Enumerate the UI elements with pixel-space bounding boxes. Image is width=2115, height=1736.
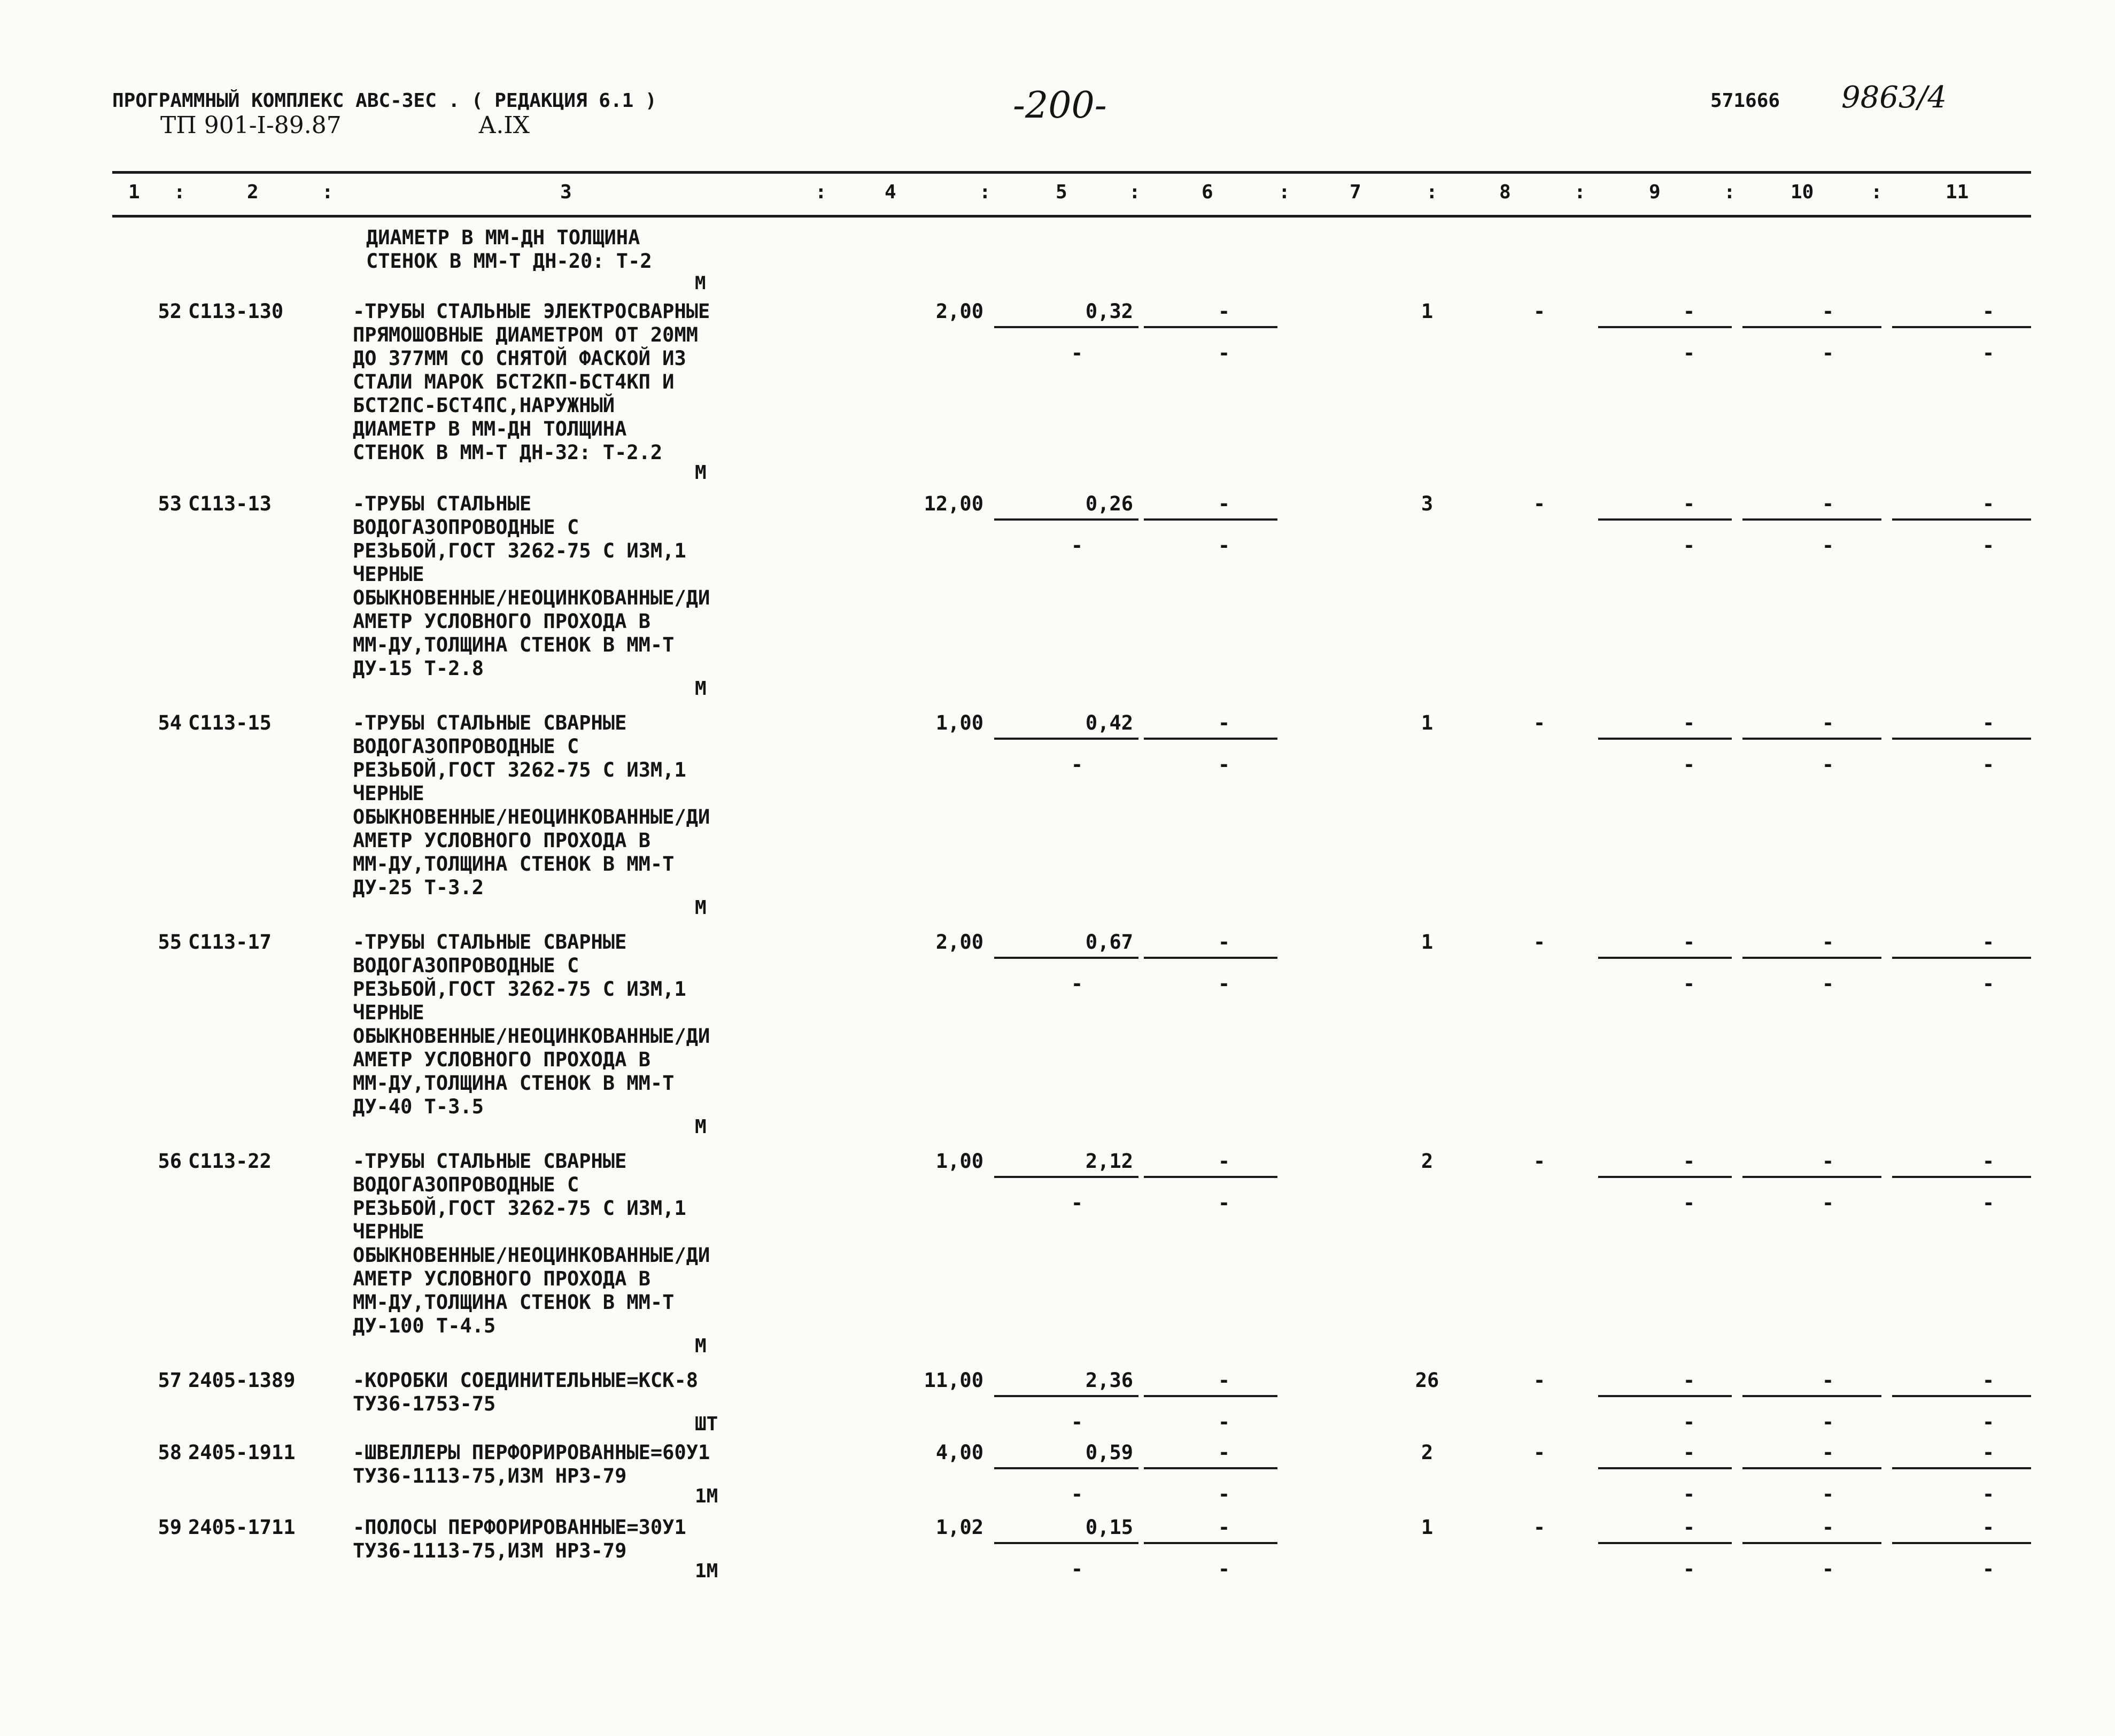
row-under-col10: - (1822, 972, 1834, 995)
col-sep: : (1279, 181, 1290, 203)
table-top-rule (112, 171, 2031, 174)
col-header-2: 2 (247, 181, 259, 203)
row-desc-line: ОБЫКНОВЕННЫЕ/НЕОЦИНКОВАННЫЕ/ДИ (353, 586, 710, 609)
row-underline-5 (994, 1467, 1138, 1469)
row-underline-10 (1742, 1467, 1881, 1469)
row-number: 54 (158, 711, 182, 734)
row-desc-line: ММ-ДУ,ТОЛЩИНА СТЕНОК В ММ-Т (353, 1072, 675, 1095)
row-desc-line: ВОДОГАЗОПРОВОДНЫЕ С (353, 516, 579, 539)
continuation-unit: М (695, 273, 706, 294)
row-number: 59 (158, 1516, 182, 1539)
row-qty: 4,00 (935, 1441, 983, 1464)
row-under-col10: - (1822, 342, 1834, 365)
row-desc-line: -ПОЛОСЫ ПЕРФОРИРОВАННЫЕ=30У1 (353, 1516, 686, 1539)
row-description (353, 1515, 834, 1562)
col-sep: : (815, 181, 827, 203)
col-sep: : (979, 181, 991, 203)
row-desc-line: АМЕТР УСЛОВНОГО ПРОХОДА В (353, 1267, 650, 1290)
row-desc-line: РЕЗЬБОЙ,ГОСТ 3262-75 С ИЗМ,1 (353, 758, 686, 781)
row-description (353, 1440, 834, 1487)
row-col11: - (1982, 931, 1995, 954)
row-description (353, 492, 834, 680)
row-under-col6: - (1218, 1483, 1230, 1506)
row-under-col6: - (1218, 753, 1230, 776)
row-desc-line: ПРЯМОШОВНЫЕ ДИАМЕТРОМ ОТ 20ММ (353, 323, 699, 346)
project-code: ТП 901-I-89.87 (160, 112, 342, 139)
row-col9: - (1683, 711, 1695, 734)
row-number: 58 (158, 1441, 182, 1464)
row-unit: М (695, 1116, 707, 1138)
row-under-col9: - (1683, 753, 1695, 776)
row-underline-5 (994, 518, 1138, 521)
row-unit: М (695, 897, 707, 919)
row-unit: 1М (695, 1485, 718, 1507)
row-desc-line: -ТРУБЫ СТАЛЬНЫЕ СВАРНЫЕ (353, 1150, 627, 1173)
row-underline-5 (994, 326, 1138, 328)
row-underline-10 (1742, 1176, 1881, 1178)
row-underline-11 (1892, 738, 2031, 740)
row-desc-line: -КОРОБКИ СОЕДИНИТЕЛЬНЫЕ=КСК-8 (353, 1369, 699, 1392)
row-code: 2405-1911 (188, 1441, 296, 1464)
row-desc-line: -ТРУБЫ СТАЛЬНЫЕ ЭЛЕКТРОСВАРНЫЕ (353, 300, 710, 323)
row-underline-11 (1892, 518, 2031, 521)
row-under-col10: - (1822, 1483, 1834, 1506)
row-under-col5: - (1071, 1410, 1083, 1433)
col-sep: : (1129, 181, 1141, 203)
row-underline-10 (1742, 738, 1881, 740)
row-desc-line: ММ-ДУ,ТОЛЩИНА СТЕНОК В ММ-Т (353, 852, 675, 875)
row-code: С113-22 (188, 1150, 272, 1173)
row-under-col9: - (1683, 1483, 1695, 1506)
row-number: 55 (158, 931, 182, 954)
row-underline-5 (994, 1176, 1138, 1178)
row-underline-9 (1598, 1176, 1732, 1178)
row-code: С113-13 (188, 492, 272, 515)
row-desc-line: ВОДОГАЗОПРОВОДНЫЕ С (353, 954, 579, 977)
row-underline-6 (1144, 1542, 1277, 1544)
row-desc-line: РЕЗЬБОЙ,ГОСТ 3262-75 С ИЗМ,1 (353, 978, 686, 1001)
row-col11: - (1982, 492, 1995, 515)
row-qty: 2,00 (935, 931, 983, 954)
row-desc-line: ДУ-15 Т-2.8 (353, 657, 484, 680)
row-desc-line: -ТРУБЫ СТАЛЬНЫЕ СВАРНЫЕ (353, 931, 627, 954)
row-col6: - (1218, 1369, 1230, 1392)
row-underline-6 (1144, 326, 1277, 328)
row-number: 56 (158, 1150, 182, 1173)
row-desc-line: АМЕТР УСЛОВНОГО ПРОХОДА В (353, 1048, 650, 1071)
row-col8: - (1533, 931, 1546, 954)
row-under-col11: - (1982, 1557, 1995, 1580)
row-code: 2405-1711 (188, 1516, 296, 1539)
col-sep: : (322, 181, 334, 203)
row-col9: - (1683, 931, 1695, 954)
row-under-col5: - (1071, 1483, 1083, 1506)
row-unit: М (695, 462, 707, 484)
row-col6: - (1218, 711, 1230, 734)
row-number: 53 (158, 492, 182, 515)
row-description (353, 711, 834, 899)
row-desc-line: РЕЗЬБОЙ,ГОСТ 3262-75 С ИЗМ,1 (353, 1197, 686, 1220)
row-qty: 1,00 (935, 1150, 983, 1173)
row-desc-line: ТУ36-1113-75,ИЗМ НР3-79 (353, 1464, 627, 1487)
row-desc-line: ДУ-100 Т-4.5 (353, 1314, 496, 1337)
row-col7: 26 (1415, 1369, 1439, 1392)
row-col7: 3 (1421, 492, 1434, 515)
col-header-9: 9 (1649, 181, 1661, 203)
row-unit: М (695, 1335, 707, 1357)
col-sep: : (1724, 181, 1736, 203)
row-desc-line: БСТ2ПС-БСТ4ПС,НАРУЖНЫЙ (353, 394, 615, 417)
row-underline-6 (1144, 1176, 1277, 1178)
row-col8: - (1533, 1441, 1546, 1464)
row-col9: - (1683, 492, 1695, 515)
row-desc-line: СТЕНОК В ММ-Т ДН-32: Т-2.2 (353, 441, 663, 464)
row-col8: - (1533, 1150, 1546, 1173)
row-desc-line: СТАЛИ МАРОК БСТ2КП-БСТ4КП И (353, 370, 675, 393)
row-underline-6 (1144, 1395, 1277, 1397)
row-price: 0,59 (1085, 1441, 1133, 1464)
row-price: 0,26 (1085, 492, 1133, 515)
row-under-col9: - (1683, 972, 1695, 995)
row-underline-9 (1598, 326, 1732, 328)
row-desc-line: ЧЕРНЫЕ (353, 1220, 424, 1243)
row-desc-line: ТУ36-1753-75 (353, 1392, 496, 1415)
row-desc-line: ММ-ДУ,ТОЛЩИНА СТЕНОК В ММ-Т (353, 1291, 675, 1314)
col-sep: : (174, 181, 185, 203)
row-unit: 1М (695, 1560, 718, 1582)
col-header-4: 4 (885, 181, 896, 203)
row-price: 0,32 (1085, 300, 1133, 323)
row-underline-5 (994, 957, 1138, 959)
row-col11: - (1982, 1150, 1995, 1173)
row-qty: 11,00 (924, 1369, 983, 1392)
row-under-col9: - (1683, 1191, 1695, 1214)
row-underline-9 (1598, 1395, 1732, 1397)
row-underline-9 (1598, 518, 1732, 521)
row-under-col5: - (1071, 1557, 1083, 1580)
program-title: ПРОГРАММНЫЙ КОМПЛЕКС АВС-3ЕС . ( РЕДАКЦИЯ 6.1 ) (112, 90, 657, 112)
row-col10: - (1822, 492, 1834, 515)
continuation-line-2: СТЕНОК В ММ-Т ДН-20: Т-2 (366, 250, 652, 273)
row-col6: - (1218, 1516, 1230, 1539)
row-underline-9 (1598, 1467, 1732, 1469)
row-under-col6: - (1218, 1557, 1230, 1580)
row-price: 0,67 (1085, 931, 1133, 954)
row-col7: 1 (1421, 711, 1434, 734)
row-col11: - (1982, 711, 1995, 734)
row-desc-line: ДУ-25 Т-3.2 (353, 876, 484, 899)
row-col9: - (1683, 1516, 1695, 1539)
row-under-col11: - (1982, 1483, 1995, 1506)
row-col8: - (1533, 711, 1546, 734)
col-sep: : (1871, 181, 1882, 203)
row-col7: 2 (1421, 1441, 1434, 1464)
row-desc-line: -ТРУБЫ СТАЛЬНЫЕ СВАРНЫЕ (353, 711, 627, 734)
row-code: С113-15 (188, 711, 272, 734)
col-header-8: 8 (1499, 181, 1511, 203)
row-under-col5: - (1071, 1191, 1083, 1214)
row-col10: - (1822, 1516, 1834, 1539)
row-underline-6 (1144, 518, 1277, 521)
row-under-col5: - (1071, 753, 1083, 776)
row-number: 52 (158, 300, 182, 323)
row-underline-10 (1742, 957, 1881, 959)
row-price: 0,42 (1085, 711, 1133, 734)
row-desc-line: -ШВЕЛЛЕРЫ ПЕРФОРИРОВАННЫЕ=60У1 (353, 1441, 710, 1464)
row-under-col10: - (1822, 1191, 1834, 1214)
row-col9: - (1683, 1369, 1695, 1392)
row-col7: 1 (1421, 300, 1434, 323)
row-col7: 1 (1421, 931, 1434, 954)
row-underline-11 (1892, 1542, 2031, 1544)
row-underline-6 (1144, 1467, 1277, 1469)
row-price: 0,15 (1085, 1516, 1133, 1539)
row-desc-line: РЕЗЬБОЙ,ГОСТ 3262-75 С ИЗМ,1 (353, 539, 686, 562)
row-col10: - (1822, 1441, 1834, 1464)
row-underline-10 (1742, 1395, 1881, 1397)
row-col11: - (1982, 1441, 1995, 1464)
page-number: -200- (1013, 84, 1107, 127)
row-col6: - (1218, 492, 1230, 515)
album-label: А.IX (478, 112, 530, 139)
row-underline-10 (1742, 518, 1881, 521)
row-underline-11 (1892, 1467, 2031, 1469)
row-col10: - (1822, 300, 1834, 323)
row-underline-11 (1892, 1176, 2031, 1178)
row-description (353, 930, 834, 1118)
col-header-7: 7 (1350, 181, 1361, 203)
col-sep: : (1426, 181, 1438, 203)
row-underline-10 (1742, 1542, 1881, 1544)
row-desc-line: АМЕТР УСЛОВНОГО ПРОХОДА В (353, 610, 650, 633)
row-col9: - (1683, 1441, 1695, 1464)
row-desc-line: ЧЕРНЫЕ (353, 563, 424, 586)
table-header-rule (112, 215, 2031, 218)
row-underline-6 (1144, 738, 1277, 740)
row-col9: - (1683, 1150, 1695, 1173)
row-under-col10: - (1822, 1557, 1834, 1580)
row-underline-11 (1892, 1395, 2031, 1397)
row-col6: - (1218, 1150, 1230, 1173)
col-header-5: 5 (1056, 181, 1067, 203)
row-under-col5: - (1071, 972, 1083, 995)
row-underline-5 (994, 738, 1138, 740)
row-under-col11: - (1982, 534, 1995, 557)
row-under-col5: - (1071, 342, 1083, 365)
row-qty: 12,00 (924, 492, 983, 515)
row-under-col9: - (1683, 534, 1695, 557)
row-under-col9: - (1683, 1557, 1695, 1580)
row-desc-line: ВОДОГАЗОПРОВОДНЫЕ С (353, 735, 579, 758)
row-under-col9: - (1683, 342, 1695, 365)
col-header-11: 11 (1946, 181, 1969, 203)
row-under-col10: - (1822, 753, 1834, 776)
doc-code: 571666 (1710, 90, 1780, 112)
row-under-col10: - (1822, 534, 1834, 557)
row-under-col6: - (1218, 342, 1230, 365)
row-col7: 1 (1421, 1516, 1434, 1539)
row-desc-line: ТУ36-1113-75,ИЗМ НР3-79 (353, 1539, 627, 1562)
row-desc-line: ЧЕРНЫЕ (353, 782, 424, 805)
row-underline-11 (1892, 326, 2031, 328)
row-col6: - (1218, 1441, 1230, 1464)
col-header-10: 10 (1791, 181, 1814, 203)
row-col8: - (1533, 1516, 1546, 1539)
row-under-col11: - (1982, 972, 1995, 995)
sheet-number: 9863/4 (1841, 80, 1947, 115)
col-header-6: 6 (1202, 181, 1213, 203)
row-desc-line: ОБЫКНОВЕННЫЕ/НЕОЦИНКОВАННЫЕ/ДИ (353, 1244, 710, 1267)
row-under-col11: - (1982, 753, 1995, 776)
row-underline-6 (1144, 957, 1277, 959)
row-col8: - (1533, 300, 1546, 323)
row-number: 57 (158, 1369, 182, 1392)
row-underline-10 (1742, 326, 1881, 328)
row-col11: - (1982, 1369, 1995, 1392)
row-qty: 1,02 (935, 1516, 983, 1539)
row-desc-line: ВОДОГАЗОПРОВОДНЫЕ С (353, 1173, 579, 1196)
row-col7: 2 (1421, 1150, 1434, 1173)
row-underline-9 (1598, 738, 1732, 740)
row-under-col9: - (1683, 1410, 1695, 1433)
row-code: 2405-1389 (188, 1369, 296, 1392)
row-underline-11 (1892, 957, 2031, 959)
row-price: 2,36 (1085, 1369, 1133, 1392)
row-desc-line: ЧЕРНЫЕ (353, 1001, 424, 1024)
row-desc-line: ММ-ДУ,ТОЛЩИНА СТЕНОК В ММ-Т (353, 633, 675, 656)
row-desc-line: АМЕТР УСЛОВНОГО ПРОХОДА В (353, 829, 650, 852)
row-description (353, 1149, 834, 1337)
row-desc-line: ДУ-40 Т-3.5 (353, 1095, 484, 1118)
row-col10: - (1822, 711, 1834, 734)
row-col10: - (1822, 1369, 1834, 1392)
col-header-1: 1 (128, 181, 140, 203)
continuation-line-1: ДИАМЕТР В ММ-ДН ТОЛЩИНА (366, 226, 640, 249)
col-sep: : (1574, 181, 1586, 203)
row-code: С113-17 (188, 931, 272, 954)
row-qty: 2,00 (935, 300, 983, 323)
row-col11: - (1982, 1516, 1995, 1539)
row-col10: - (1822, 1150, 1834, 1173)
row-desc-line: -ТРУБЫ СТАЛЬНЫЕ (353, 492, 532, 515)
row-underline-5 (994, 1395, 1138, 1397)
row-price: 2,12 (1085, 1150, 1133, 1173)
row-under-col6: - (1218, 972, 1230, 995)
row-under-col10: - (1822, 1410, 1834, 1433)
row-col9: - (1683, 300, 1695, 323)
row-col8: - (1533, 492, 1546, 515)
col-header-3: 3 (560, 181, 572, 203)
row-col6: - (1218, 300, 1230, 323)
row-qty: 1,00 (935, 711, 983, 734)
row-code: С113-130 (188, 300, 284, 323)
row-desc-line: ОБЫКНОВЕННЫЕ/НЕОЦИНКОВАННЫЕ/ДИ (353, 805, 710, 828)
row-unit: М (695, 678, 707, 700)
row-description (353, 299, 834, 464)
row-description (353, 1368, 834, 1415)
row-underline-9 (1598, 957, 1732, 959)
row-col6: - (1218, 931, 1230, 954)
row-under-col6: - (1218, 1410, 1230, 1433)
row-desc-line: ОБЫКНОВЕННЫЕ/НЕОЦИНКОВАННЫЕ/ДИ (353, 1025, 710, 1048)
row-under-col11: - (1982, 342, 1995, 365)
row-col11: - (1982, 300, 1995, 323)
row-underline-5 (994, 1542, 1138, 1544)
row-under-col5: - (1071, 534, 1083, 557)
row-unit: ШТ (695, 1413, 718, 1435)
row-col8: - (1533, 1369, 1546, 1392)
row-under-col6: - (1218, 534, 1230, 557)
row-desc-line: ДИАМЕТР В ММ-ДН ТОЛЩИНА (353, 417, 627, 440)
row-under-col6: - (1218, 1191, 1230, 1214)
row-col10: - (1822, 931, 1834, 954)
row-desc-line: ДО 377ММ СО СНЯТОЙ ФАСКОЙ ИЗ (353, 347, 686, 370)
row-underline-9 (1598, 1542, 1732, 1544)
row-under-col11: - (1982, 1410, 1995, 1433)
row-under-col11: - (1982, 1191, 1995, 1214)
